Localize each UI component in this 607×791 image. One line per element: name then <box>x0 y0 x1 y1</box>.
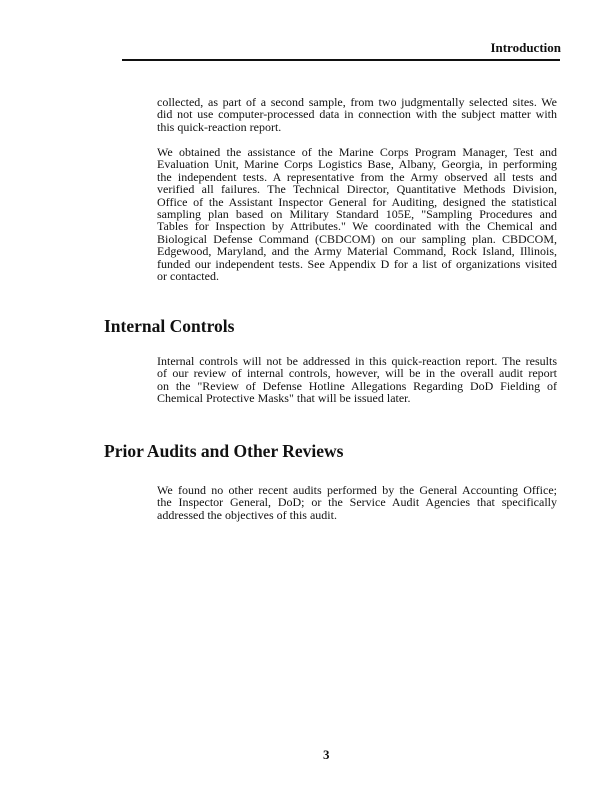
text-line: collected, as part of a second sample, from two judgmentally selected sites. We <box>157 95 557 109</box>
paragraph-internal-controls <box>157 355 557 405</box>
text-line: Internal controls will not be addressed in this quick-reaction report. The results <box>157 354 557 368</box>
text-line: of our review of internal controls, however, will be in the overall audit report <box>157 366 557 381</box>
header-rule <box>122 59 560 61</box>
text-line: Office of the Assistant Inspector General for Auditing, designed the statistical <box>157 194 557 209</box>
paragraph-prior-audits <box>157 484 557 521</box>
text-line: We obtained the assistance of the Marine Corps Program Manager, Test and <box>157 145 557 159</box>
text-line: the Inspector General, DoD; or the Service Audit Agencies that specifically <box>157 495 557 510</box>
text-line: sampling plan based on Military Standard 105E, "Sampling Procedures and <box>157 207 557 222</box>
text-line: Biological Defense Command (CBDCOM) on our sampling plan. CBDCOM, <box>157 231 557 246</box>
text-line: Evaluation Unit, Marine Corps Logistics Base, Albany, Georgia, in performing <box>157 157 557 172</box>
text-line: addressed the objectives of this audit. <box>157 507 337 522</box>
heading-internal-controls: Internal Controls <box>104 316 235 336</box>
page-number: 3 <box>323 747 330 762</box>
text-line: funded our independent tests. See Appendix D for a list of organizations visited <box>157 256 557 271</box>
text-line: Tables for Inspection by Attributes." We coordinated with the Chemical and <box>157 219 557 234</box>
paragraph-assistance <box>157 146 557 282</box>
text-line: did not use computer-processed data in connection with the subject matter with <box>157 107 557 122</box>
text-line: the independent tests. A representative from the Army observed all tests and <box>157 169 557 184</box>
paragraph-methodology-end <box>157 96 557 133</box>
running-header: Introduction <box>490 40 561 55</box>
text-line: Edgewood, Maryland, and the Army Material Command, Rock Island, Illinois, <box>157 244 557 259</box>
text-line: verified all failures. The Technical Director, Quantitative Methods Division, <box>157 182 557 197</box>
text-line: Chemical Protective Masks" that will be issued later. <box>157 391 411 406</box>
text-line: or contacted. <box>157 269 219 284</box>
text-line: We found no other recent audits performed by the General Accounting Office; <box>157 483 557 497</box>
text-line: this quick-reaction report. <box>157 119 282 134</box>
heading-prior-audits: Prior Audits and Other Reviews <box>104 441 344 461</box>
text-line: on the "Review of Defense Hotline Allegations Regarding DoD Fielding of <box>157 378 557 393</box>
